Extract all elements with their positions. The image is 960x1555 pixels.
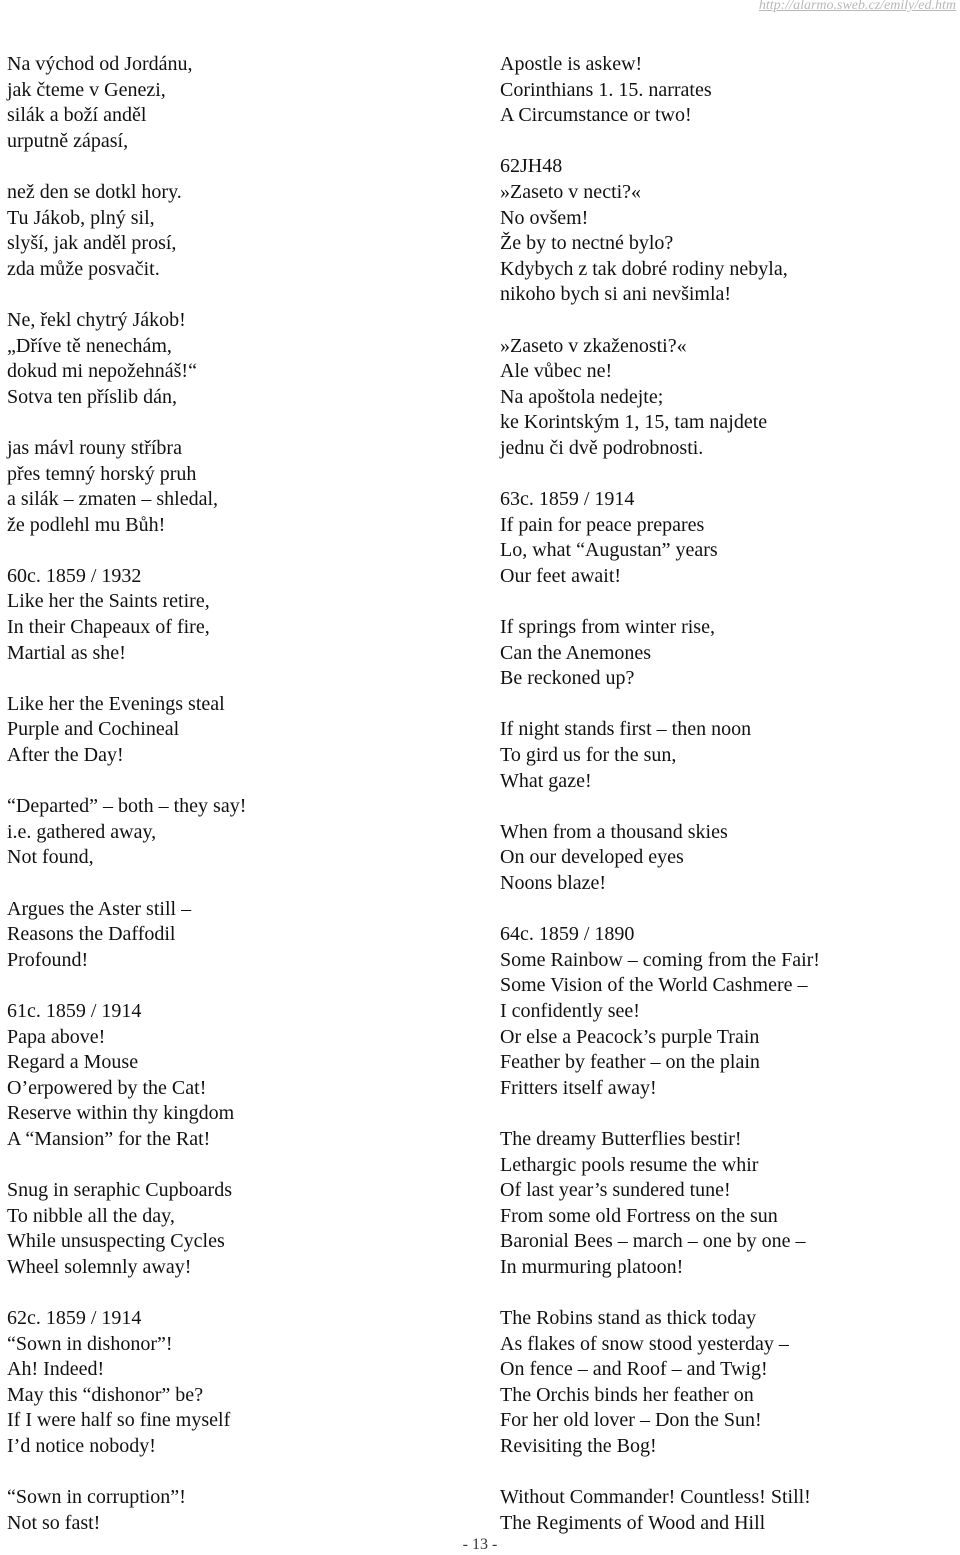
text-line: „Dříve tě nenechám,	[7, 334, 172, 357]
text-line: ke Korintským 1, 15, tam najdete	[500, 411, 768, 434]
text-line: i.e. gathered away,	[7, 820, 157, 843]
text-line: přes temný horský pruh	[7, 462, 197, 485]
text-line: O’erpowered by the Cat!	[7, 1076, 207, 1099]
text-line: Reasons the Daffodil	[7, 923, 176, 946]
text-line	[7, 769, 477, 795]
text-line: Že by to nectné bylo?	[500, 232, 674, 255]
text-line: If springs from winter rise,	[500, 616, 715, 639]
text-line	[7, 1460, 477, 1486]
text-line: Noons blaze!	[500, 872, 607, 894]
text-line: Lethargic pools resume the whir	[500, 1153, 759, 1176]
text-line: 62JH48	[500, 155, 563, 178]
text-line: 64c. 1859 / 1890	[500, 923, 635, 946]
text-line: zda může posvačit.	[7, 257, 160, 280]
text-line	[7, 154, 477, 180]
text-line: Na východ od Jordánu,	[7, 53, 193, 75]
text-line	[500, 129, 955, 155]
text-line: I’d notice nobody!	[7, 1435, 156, 1458]
text-line: »Zaseto v necti?«	[500, 180, 642, 203]
text-line: Corinthians 1. 15. narrates	[500, 78, 712, 101]
text-line: When from a thousand skies	[500, 820, 728, 843]
text-line: In their Chapeaux of fire,	[7, 616, 210, 639]
text-line: Lo, what “Augustan” years	[500, 539, 718, 562]
text-line: Not found,	[7, 846, 94, 869]
text-line: If pain for peace prepares	[500, 513, 705, 536]
text-line: 61c. 1859 / 1914	[7, 999, 142, 1022]
text-line: a silák – zmaten – shledal,	[7, 488, 219, 511]
text-line: What gaze!	[500, 769, 592, 792]
page-number: - 13 -	[462, 1536, 498, 1553]
text-line	[7, 538, 477, 564]
text-line	[500, 1281, 955, 1307]
text-line: Martial as she!	[7, 641, 126, 664]
text-line: I confidently see!	[500, 999, 640, 1022]
text-line	[500, 1460, 955, 1486]
text-line: Argues the Aster still –	[7, 897, 192, 920]
text-line: dokud mi nepožehnáš!“	[7, 360, 197, 383]
text-line: The Orchis binds her feather on	[500, 1383, 754, 1406]
text-line: The Regiments of Wood and Hill	[500, 1511, 766, 1534]
text-line: než den se dotkl hory.	[7, 180, 182, 203]
text-line: To nibble all the day,	[7, 1204, 175, 1227]
left-text-column	[7, 52, 477, 1536]
text-line: Papa above!	[7, 1025, 106, 1048]
text-line: slyší, jak anděl prosí,	[7, 232, 177, 255]
text-line: For her old lover – Don the Sun!	[500, 1409, 762, 1432]
text-line	[500, 794, 955, 820]
text-line: On our developed eyes	[500, 846, 684, 869]
text-line	[500, 462, 955, 488]
text-line	[500, 308, 955, 334]
text-line: If night stands first – then noon	[500, 718, 752, 741]
text-line: While unsuspecting Cycles	[7, 1230, 225, 1253]
text-line	[7, 1153, 477, 1179]
text-line: urputně zápasí,	[7, 129, 129, 152]
text-line: Fritters itself away!	[500, 1076, 657, 1099]
text-line: Of last year’s sundered tune!	[500, 1179, 731, 1202]
text-line: Baronial Bees – march – one by one –	[500, 1230, 806, 1253]
text-line	[7, 1281, 477, 1307]
text-line	[500, 692, 955, 718]
text-line: Can the Anemones	[500, 641, 652, 664]
text-line: jas mávl rouny stříbra	[7, 436, 182, 459]
text-line	[7, 973, 477, 999]
text-line: “Sown in corruption”!	[7, 1486, 186, 1509]
text-line: After the Day!	[7, 744, 124, 767]
text-line: To gird us for the sun,	[500, 744, 677, 767]
text-line: silák a boží anděl	[7, 104, 147, 127]
text-line: Kdybych z tak dobré rodiny nebyla,	[500, 257, 788, 280]
text-line: Be reckoned up?	[500, 667, 635, 690]
text-line: Ah! Indeed!	[7, 1358, 105, 1381]
text-line: Without Commander! Countless! Still!	[500, 1486, 811, 1509]
right-text-column	[500, 52, 955, 1536]
text-line: Sotva ten příslib dán,	[7, 385, 177, 408]
text-line: Wheel solemnly away!	[7, 1255, 192, 1278]
text-line: Some Vision of the World Cashmere –	[500, 974, 808, 997]
text-line	[7, 410, 477, 436]
text-line	[7, 282, 477, 308]
text-line: Regard a Mouse	[7, 1051, 139, 1074]
text-line: On fence – and Roof – and Twig!	[500, 1358, 768, 1381]
text-line: Our feet await!	[500, 564, 622, 587]
text-line: Na apoštola nedejte;	[500, 385, 664, 408]
text-line: Or else a Peacock’s purple Train	[500, 1025, 760, 1048]
text-line	[500, 1101, 955, 1127]
text-line	[500, 589, 955, 615]
text-line: “Sown in dishonor”!	[7, 1332, 173, 1355]
header-url-link[interactable]: http://alarmo.sweb.cz/emily/ed.htm	[758, 0, 956, 13]
text-line: If I were half so fine myself	[7, 1409, 231, 1432]
text-line: From some old Fortress on the sun	[500, 1204, 778, 1227]
text-line: 60c. 1859 / 1932	[7, 564, 142, 587]
text-line: Like her the Saints retire,	[7, 590, 210, 613]
text-line: Not so fast!	[7, 1511, 101, 1534]
text-line: Like her the Evenings steal	[7, 692, 225, 715]
text-line	[500, 897, 955, 923]
text-line: Tu Jákob, plný sil,	[7, 206, 155, 229]
text-line: In murmuring platoon!	[500, 1255, 684, 1278]
text-line: 63c. 1859 / 1914	[500, 488, 635, 511]
text-line: jak čteme v Genezi,	[7, 78, 166, 101]
text-line: že podlehl mu Bůh!	[7, 513, 166, 536]
text-line: Revisiting the Bog!	[500, 1435, 657, 1458]
text-line: Purple and Cochineal	[7, 718, 180, 741]
text-line: Profound!	[7, 948, 89, 971]
text-line: nikoho bych si ani nevšimla!	[500, 283, 732, 306]
text-line: 62c. 1859 / 1914	[7, 1307, 142, 1330]
text-line: Some Rainbow – coming from the Fair!	[500, 948, 820, 971]
text-line: Snug in seraphic Cupboards	[7, 1179, 232, 1202]
text-line: The dreamy Butterflies bestir!	[500, 1127, 742, 1150]
text-line	[7, 666, 477, 692]
text-line	[7, 871, 477, 897]
text-line: No ovšem!	[500, 206, 589, 229]
text-line: Reserve within thy kingdom	[7, 1102, 235, 1125]
text-line: Ale vůbec ne!	[500, 360, 613, 383]
text-line: Apostle is askew!	[500, 53, 643, 75]
text-line: Feather by feather – on the plain	[500, 1051, 760, 1074]
text-line: »Zaseto v zkaženosti?«	[500, 334, 687, 357]
text-line: A Circumstance or two!	[500, 104, 692, 127]
text-line: May this “dishonor” be?	[7, 1383, 204, 1406]
text-line: Ne, řekl chytrý Jákob!	[7, 308, 186, 331]
text-line: As flakes of snow stood yesterday –	[500, 1332, 789, 1355]
text-line: A “Mansion” for the Rat!	[7, 1127, 211, 1150]
text-line: The Robins stand as thick today	[500, 1307, 757, 1330]
text-line: “Departed” – both – they say!	[7, 795, 247, 818]
text-line: jednu či dvě podrobnosti.	[500, 436, 704, 459]
